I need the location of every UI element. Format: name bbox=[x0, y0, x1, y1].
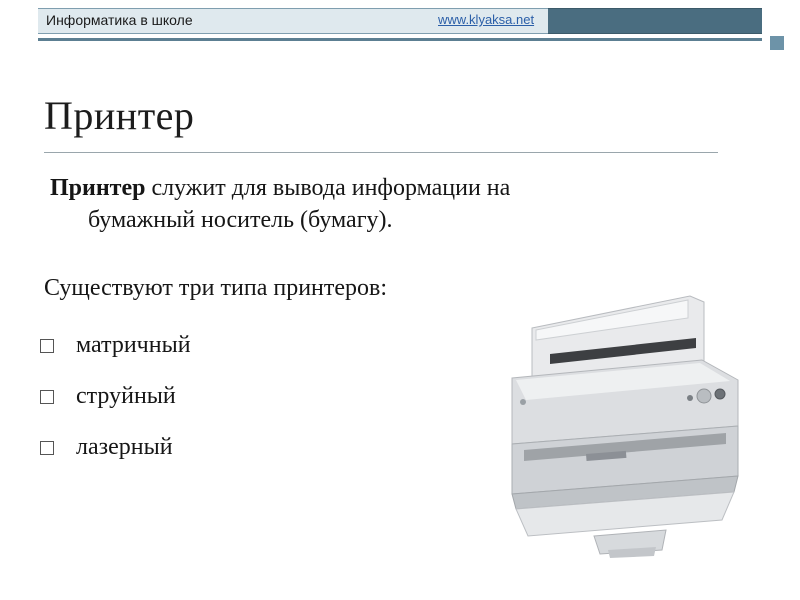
square-bullet-icon bbox=[40, 339, 54, 353]
square-bullet-icon bbox=[40, 441, 54, 455]
header-bar-dark bbox=[548, 8, 762, 34]
title-divider bbox=[44, 152, 718, 153]
header-title: Информатика в школе bbox=[46, 12, 193, 28]
list-item bbox=[40, 432, 460, 462]
definition-term: Принтер bbox=[50, 175, 146, 201]
definition-text: служит для вывода информации на bbox=[145, 175, 511, 201]
definition-paragraph bbox=[50, 172, 730, 236]
definition-text-continued: бумажный носитель (бумагу). bbox=[88, 207, 393, 233]
list-item bbox=[40, 381, 460, 411]
list-item-label: лазерный bbox=[76, 434, 173, 460]
square-bullet-icon bbox=[40, 390, 54, 404]
list-item-label: струйный bbox=[76, 383, 176, 409]
header-site-link[interactable]: www.klyaksa.net bbox=[438, 12, 535, 27]
inkjet-printer-image bbox=[490, 268, 770, 558]
list-item bbox=[40, 330, 460, 360]
printer-types-list bbox=[40, 330, 460, 483]
header-accent-square bbox=[770, 36, 784, 50]
types-subheading: Существуют три типа принтеров: bbox=[44, 275, 388, 301]
list-item-label: матричный bbox=[76, 332, 191, 358]
header-divider bbox=[38, 38, 762, 41]
slide-header bbox=[0, 0, 800, 40]
page-title: Принтер bbox=[44, 93, 195, 138]
